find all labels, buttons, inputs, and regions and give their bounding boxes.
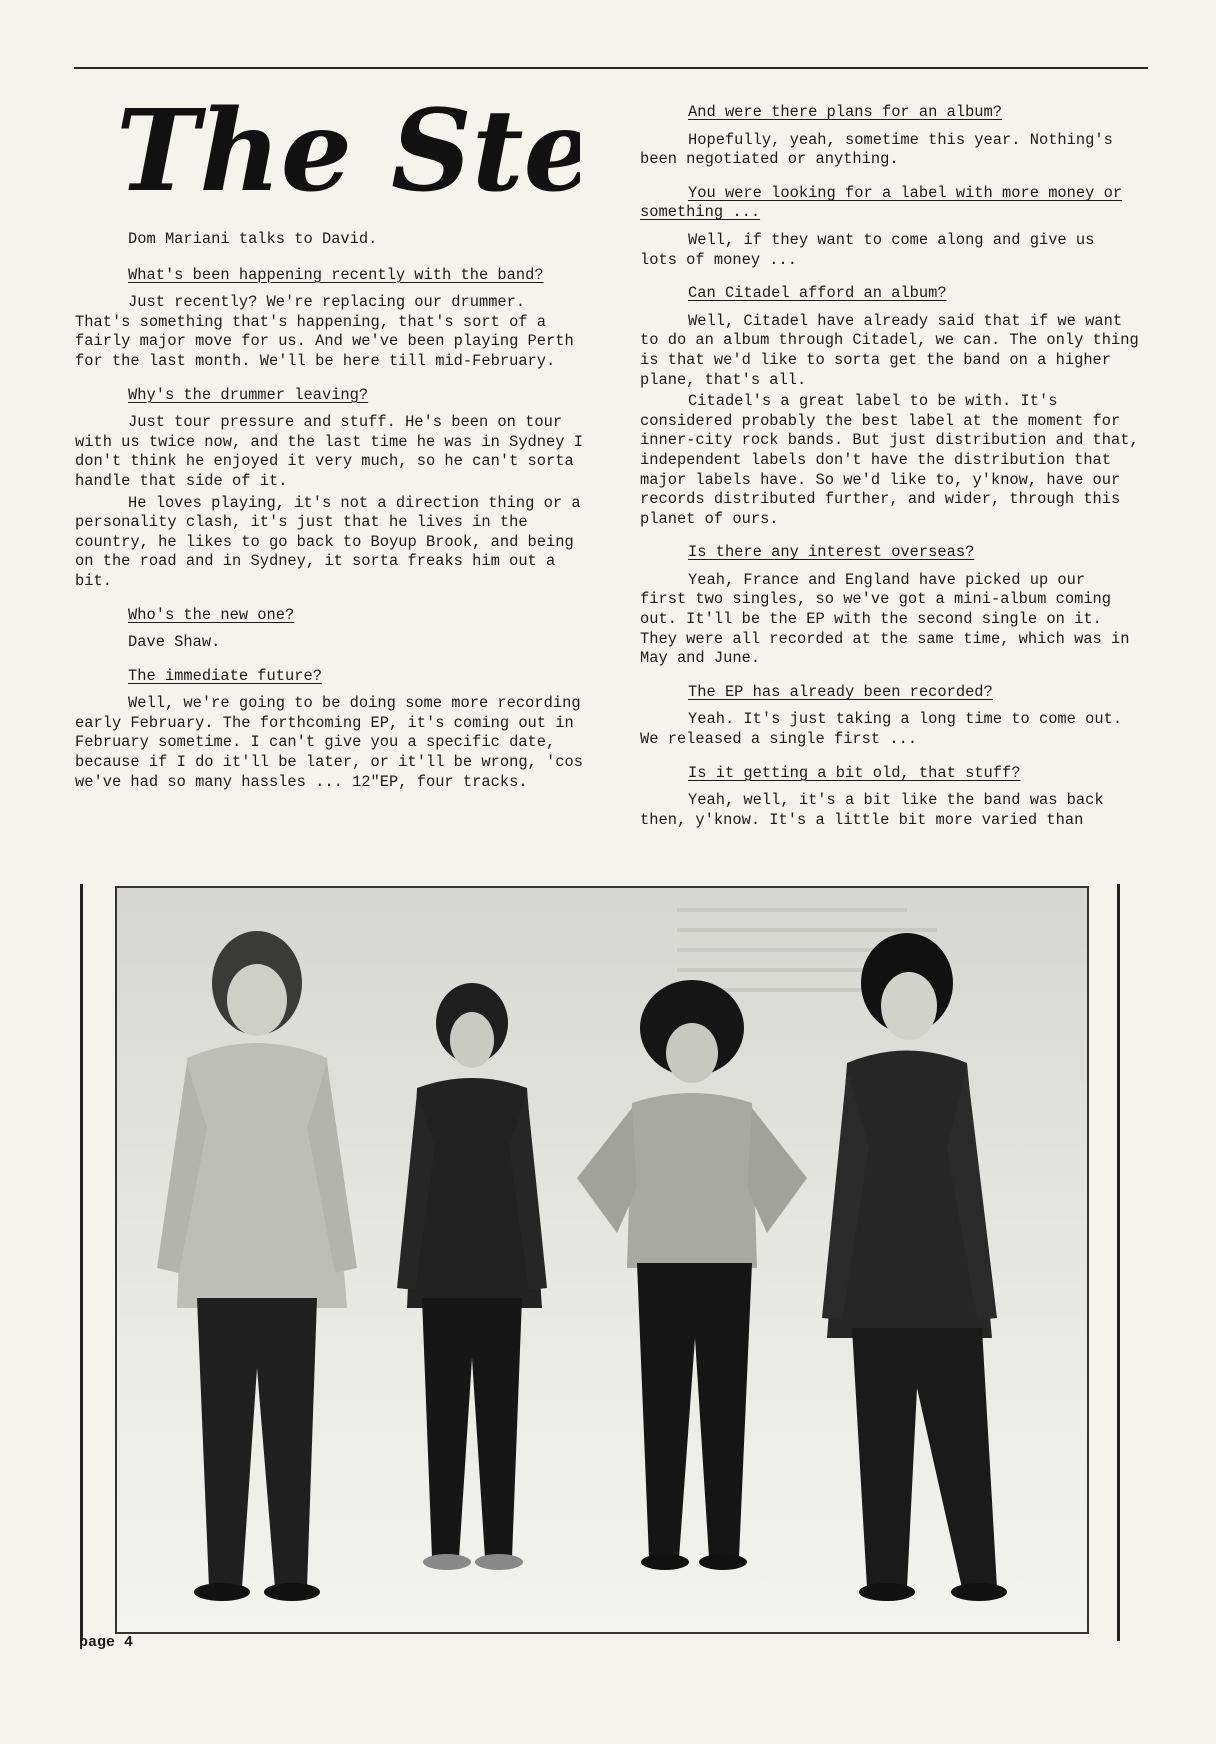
- question: Why's the drummer leaving?: [128, 385, 369, 404]
- question: Is there any interest overseas?: [688, 543, 975, 562]
- title-lettering: [110, 82, 580, 222]
- answer: Well, Citadel have already said that if we want to do an album through Citadel, we can. The only thing is that we'd like to sorta get the band on a higher plane, that's all.: [640, 311, 1139, 389]
- answer: Citadel's a great label to be with. It's considered probably the best label at the moment for inner-city rock bands. But just distribution and that, independent labels don't have the distribution that major labels have. So we'd like to, y'know, have our records distributed further, and wider, through this planet of ours.: [640, 392, 1139, 528]
- answer: Yeah, well, it's a bit like the band was back then, y'know. It's a little bit more varied than: [640, 791, 1104, 829]
- question: The EP has already been recorded?: [688, 682, 993, 701]
- right-column: [640, 103, 1140, 844]
- question: Can Citadel afford an album?: [688, 284, 947, 303]
- article-intro: Dom Mariani talks to David.: [128, 230, 378, 248]
- answer: Just tour pressure and stuff. He's been on tour with us twice now, and the last time he was in Sydney I don't think he enjoyed it very much, so he can't sorta handle that side of it.: [75, 413, 583, 490]
- answer: Well, if they want to come along and give us lots of money ...: [640, 230, 1095, 269]
- question: The immediate future?: [128, 666, 322, 685]
- question: And were there plans for an album?: [688, 103, 1003, 121]
- title-text: The St: [116, 86, 524, 217]
- photo-frame: [80, 884, 1120, 1641]
- band-photo-illustration: [117, 888, 1087, 1632]
- band-photo: [115, 886, 1089, 1634]
- answer: Well, we're going to be doing some more recording early February. The forthcoming EP, it's coming out in February sometime. I can't give you a specific date, because if I do it'll be later, or it'll be wrong, 'cos we've had so many hassles ... 12"EP, four tracks.: [75, 694, 583, 791]
- answer: Hopefully, yeah, sometime this year. Nothing's been negotiated or anything.: [640, 130, 1113, 169]
- question: Who's the new one?: [128, 605, 295, 624]
- question: You were looking for a label with more money or something ...: [640, 183, 1123, 222]
- question: Is it getting a bit old, that stuff?: [688, 763, 1021, 782]
- article-title: [110, 82, 580, 222]
- page-number: page 4: [79, 1634, 134, 1651]
- answer: Yeah. It's just taking a long time to come out. We released a single first ...: [640, 710, 1123, 749]
- answer: Dave Shaw.: [128, 633, 221, 652]
- top-rule: [74, 67, 1148, 69]
- answer: Yeah, France and England have picked up our first two singles, so we've got a mini-album coming out. It'll be the EP with the second single on it. They were all recorded at the same time, which was in May and June.: [640, 570, 1130, 668]
- answer: Just recently? We're replacing our drummer. That's something that's happening, that's sort of a fairly major move for us. And we've been playing Perth for the last month. We'll be here till mid-February.: [75, 293, 574, 370]
- question: What's been happening recently with the band?: [128, 265, 544, 284]
- answer: He loves playing, it's not a direction thing or a personality clash, it's just that he lives in the country, he likes to go back to Boyup Brook, and being on the road and in Sydney, it sorta freaks him out a bit.: [75, 493, 581, 590]
- left-column: [75, 230, 585, 806]
